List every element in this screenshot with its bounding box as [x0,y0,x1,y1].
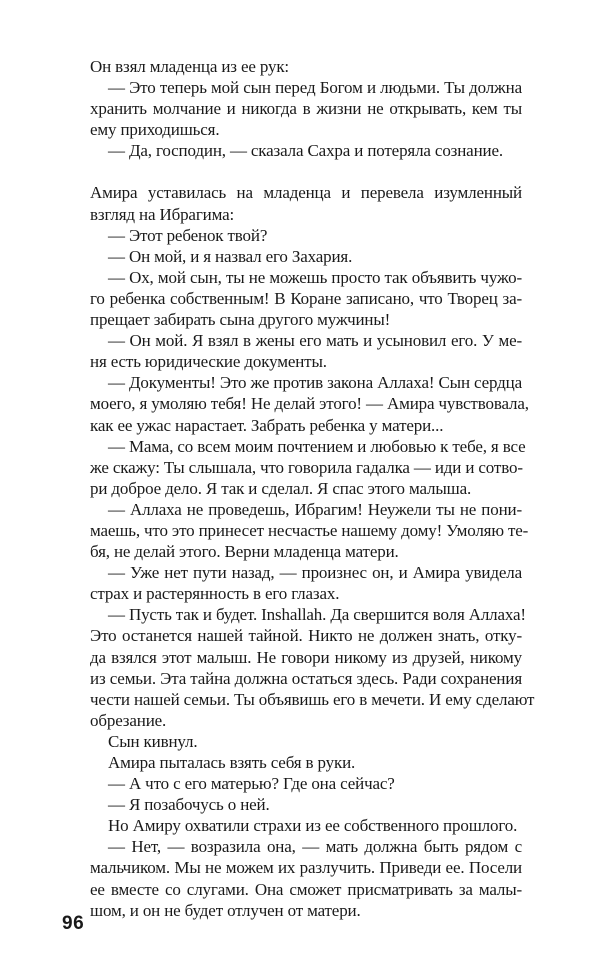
page-body [90,56,535,921]
text-line: Но Амиру охватили страхи из ее собственного прошлого. [108,816,518,836]
text-line: ее вместе со слугами. Она сможет присматривать за малы- [90,879,522,899]
text-line: хранить молчание и никогда в жизни не открывать, кем ты [90,99,522,119]
text-line: Амира пыталась взять себя в руки. [108,753,356,772]
page-number: 96 [62,913,85,934]
text-line: мальчиком. Мы не можем их разлучить. Приведи ее. Посели [90,858,522,878]
text-line: из семьи. Эта тайна должна остаться здесь. Ради сохранения [90,668,522,688]
text-line: — Пусть так и будет. Inshallah. Да свершится воля Аллаха! [108,605,526,625]
text-line: — Мама, со всем моим почтением и любовью к тебе, я все [108,436,526,456]
text-line: обрезание. [90,710,167,730]
text-line: Это останется нашей тайной. Никто не должен знать, отку- [90,626,522,646]
text-line: страх и растерянность в его глазах. [90,584,340,604]
text-line: — Ох, мой сын, ты не можешь просто так объявить чужо- [108,267,522,287]
text-line: — Аллаха не проведешь, Ибрагим! Неужели ты не пони- [108,499,522,519]
text-line: ри доброе дело. Я так и сделал. Я спас этого малыша. [90,478,472,498]
text-line: же скажу: Ты слышала, что говорила гадалка — иди и сотво- [90,457,523,477]
text-line: го ребенка собственным! В Коране записано, что Творец за- [90,288,522,308]
text-line: — Документы! Это же против закона Аллаха! Сын сердца [108,373,522,393]
text-line: Сын кивнул. [108,731,198,751]
text-line: Он взял младенца из ее рук: [90,57,290,76]
text-line: взгляд на Ибрагима: [90,204,235,224]
text-line: — Уже нет пути назад, — произнес он, и Амира увидела [108,563,522,583]
text-line: ня есть юридические документы. [90,352,327,372]
text-line: Амира уставилась на младенца и перевела изумленный [90,183,522,203]
text-line: шом, и он не будет отлучен от матери. [90,900,361,920]
section-break [90,161,522,182]
text-line: — Этот ребенок твой? [108,225,268,245]
text-line: прещает забирать сына другого мужчины! [90,310,391,330]
text-line: — Да, господин, — сказала Сахра и потеряла сознание. [108,141,503,161]
text-line: — А что с его матерью? Где она сейчас? [108,774,395,794]
text-line: маешь, что это принесет несчастье нашему дому! Умоляю те- [90,520,529,540]
text-line: — Я позабочусь о ней. [108,795,270,815]
text-line: — Нет, — возразила она, — мать должна быть рядом с [108,837,522,857]
text-line: — Он мой. Я взял в жены его мать и усыновил его. У ме- [108,331,522,351]
text-line: чести нашей семьи. Ты объявишь его в мечети. И ему сделают [90,689,535,709]
text-line: как ее ужас нарастает. Забрать ребенка у матери... [90,415,444,435]
text-line: — Это теперь мой сын перед Богом и людьми. Ты должна [108,78,522,98]
text-line: — Он мой, и я назвал его Захария. [108,246,353,266]
text-line: ему приходишься. [90,120,220,140]
text-line: да взялся этот малыш. Не говори никому из друзей, никому [90,647,522,667]
text-line: бя, не делай этого. Верни младенца матери. [90,542,399,562]
text-line: моего, я умоляю тебя! Не делай этого! — Амира чувствовала, [90,394,529,414]
